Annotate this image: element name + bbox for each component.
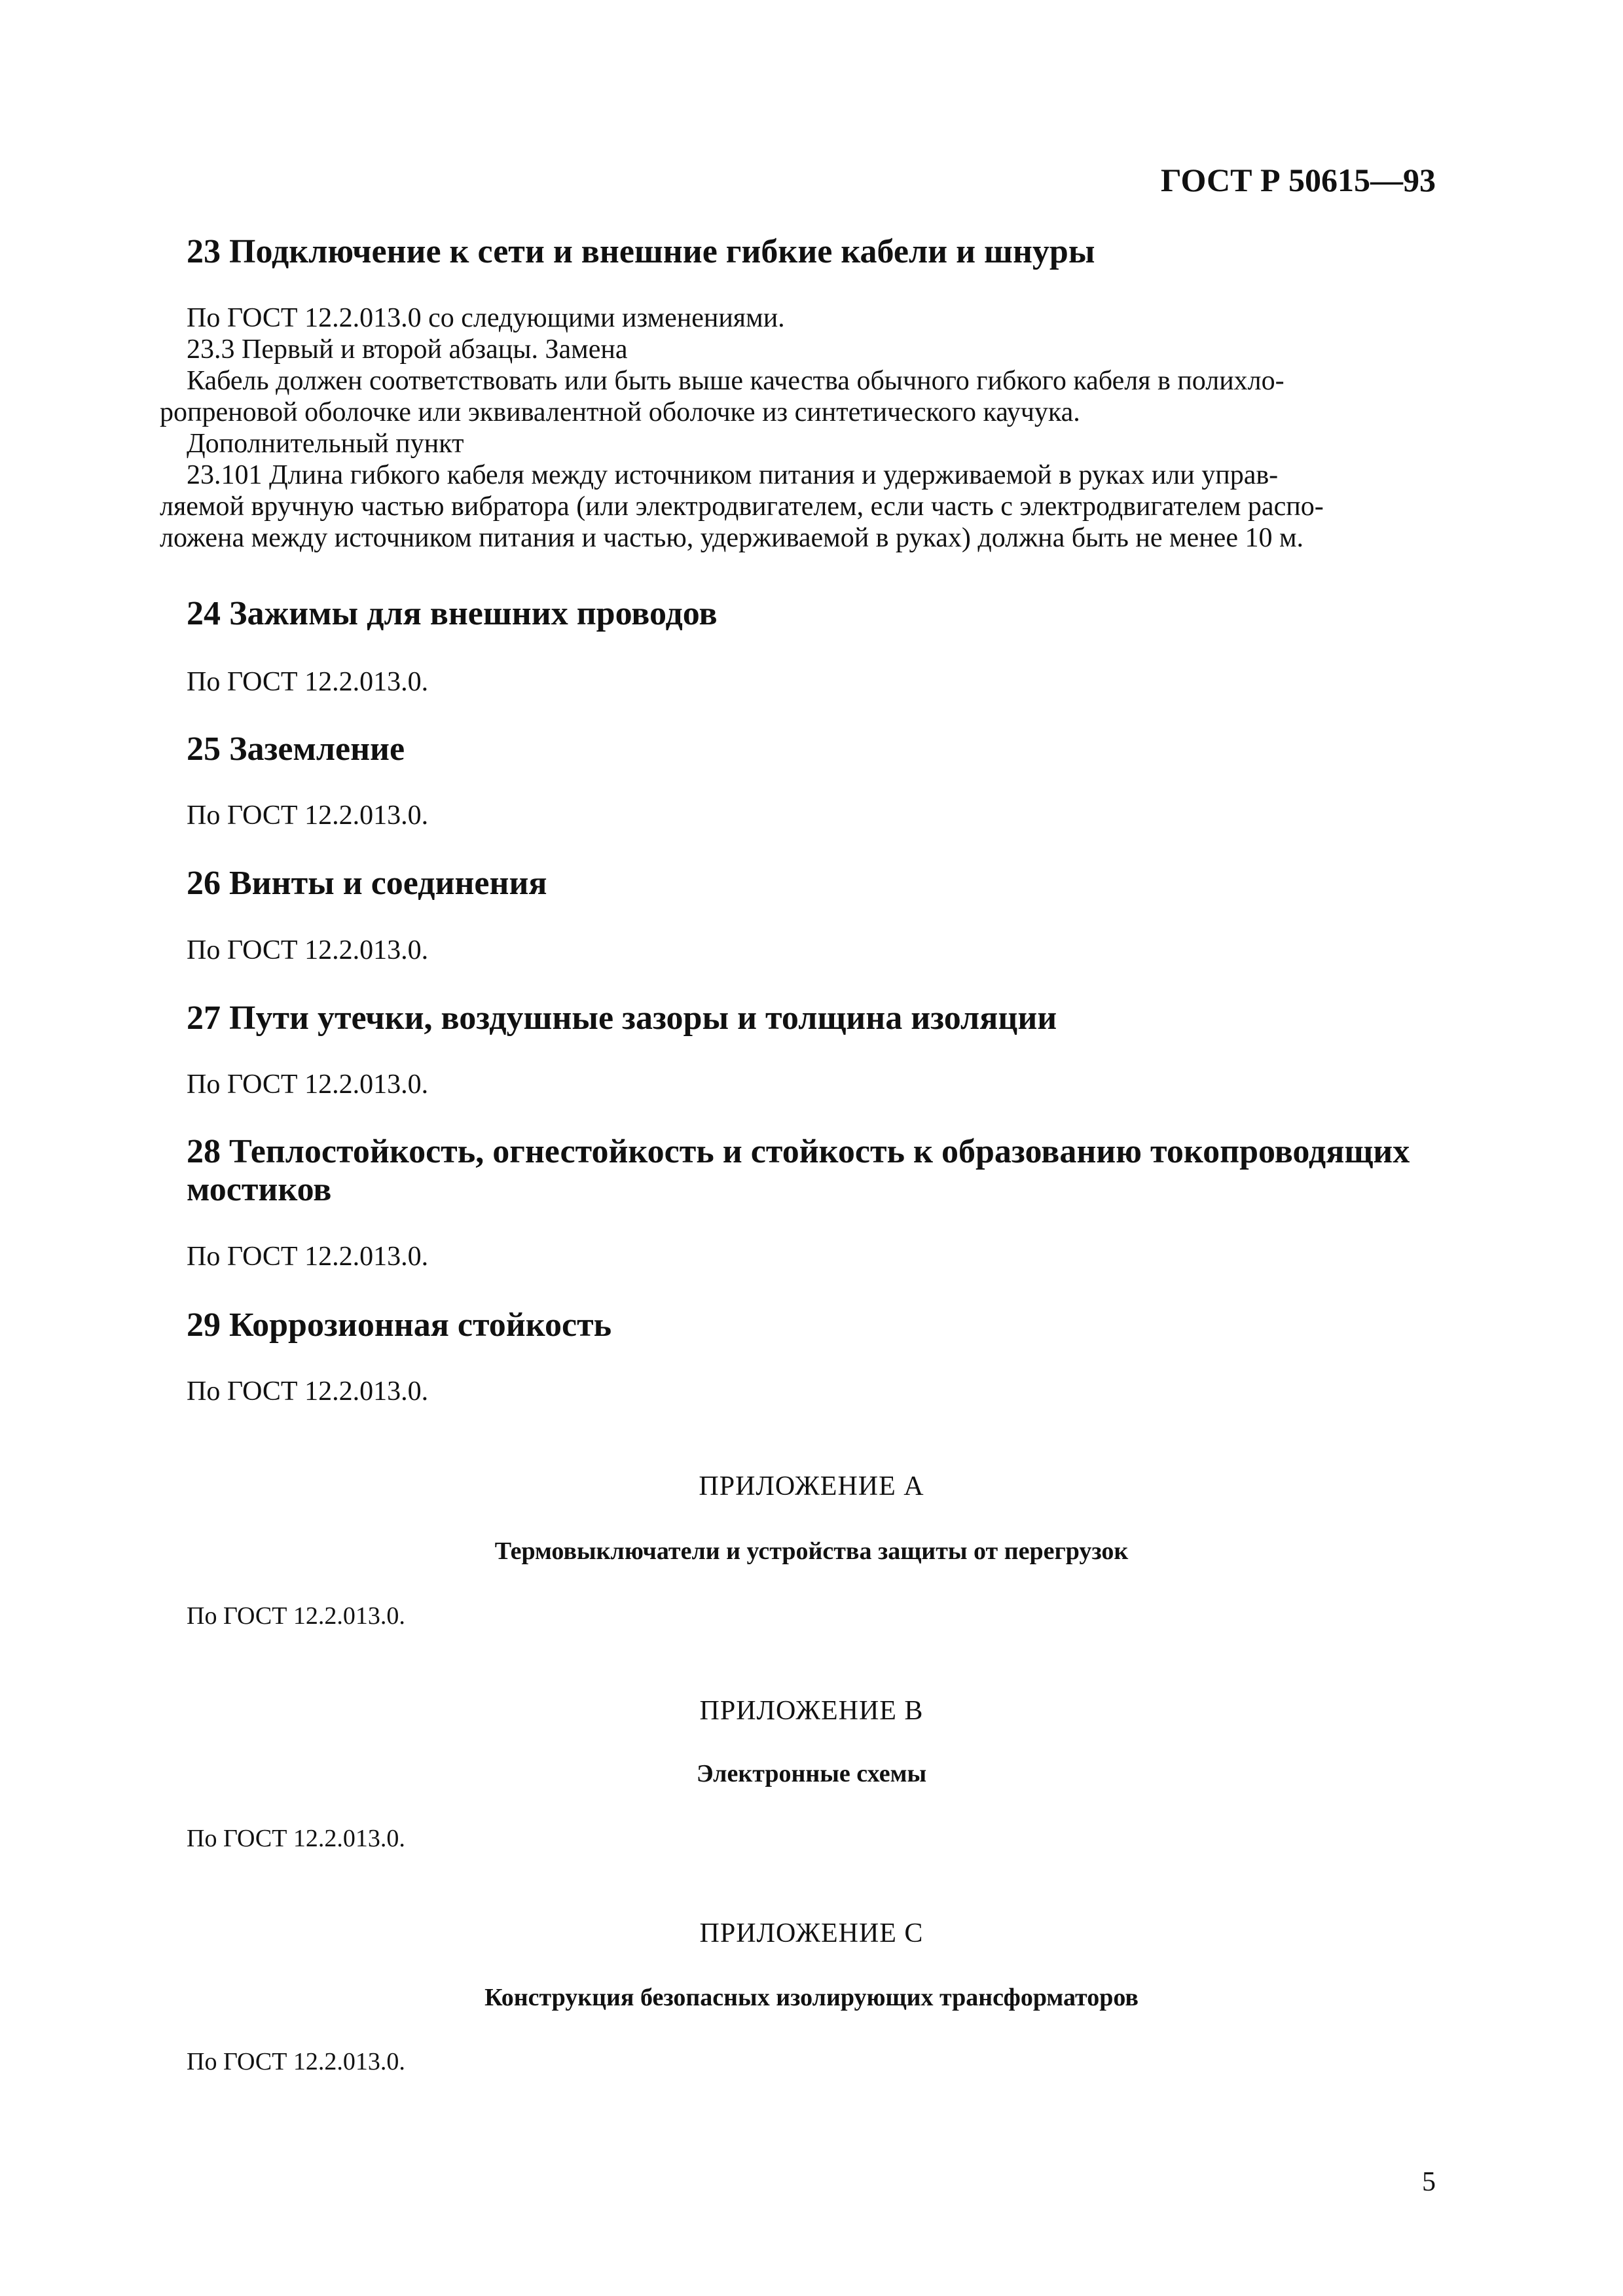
section-29-text: По ГОСТ 12.2.013.0.: [187, 1376, 429, 1407]
section-24-text: По ГОСТ 12.2.013.0.: [187, 667, 429, 697]
section-23-paragraph-5-line-1: 23.101 Длина гибкого кабеля между источником питания и удерживаемой в руках или управ-: [187, 460, 1279, 490]
section-23-paragraph-5-line-2: ляемой вручную частью вибратора (или электродвигателем, если часть с электродвигателем распо-: [160, 492, 1324, 522]
section-23-paragraph-4: Дополнительный пункт: [187, 429, 464, 459]
section-25-text: По ГОСТ 12.2.013.0.: [187, 800, 429, 831]
appendix-a-label: ПРИЛОЖЕНИЕ А: [699, 1471, 924, 1501]
appendix-c-title: Конструкция безопасных изолирующих трансформаторов: [484, 1984, 1139, 2011]
section-27-text: По ГОСТ 12.2.013.0.: [187, 1069, 429, 1100]
section-23-paragraph-3-line-2: ропреновой оболочке или эквивалентной оболочке из синтетического каучука.: [160, 397, 1080, 427]
section-26-heading: 26 Винты и соединения: [187, 865, 547, 902]
appendix-a-text: По ГОСТ 12.2.013.0.: [187, 1602, 405, 1630]
section-29-heading: 29 Коррозионная стойкость: [187, 1306, 612, 1344]
appendix-c-label: ПРИЛОЖЕНИЕ С: [699, 1918, 924, 1948]
section-25-heading: 25 Заземление: [187, 730, 405, 768]
section-23-heading: 23 Подключение к сети и внешние гибкие кабели и шнуры: [187, 233, 1095, 270]
section-24-heading: 24 Зажимы для внешних проводов: [187, 595, 718, 632]
appendix-c-text: По ГОСТ 12.2.013.0.: [187, 2048, 405, 2075]
appendix-b-text: По ГОСТ 12.2.013.0.: [187, 1825, 405, 1852]
section-27-heading: 27 Пути утечки, воздушные зазоры и толщина изоляции: [187, 999, 1057, 1037]
section-23-paragraph-1: По ГОСТ 12.2.013.0 со следующими изменениями.: [187, 303, 785, 333]
section-23-paragraph-2: 23.3 Первый и второй абзацы. Замена: [187, 334, 628, 365]
document-code: ГОСТ Р 50615—93: [1160, 162, 1436, 198]
appendix-b-label: ПРИЛОЖЕНИЕ В: [699, 1696, 924, 1726]
appendix-b-title: Электронные схемы: [696, 1760, 927, 1787]
appendix-a-title: Термовыключатели и устройства защиты от перегрузок: [494, 1537, 1129, 1565]
section-23-paragraph-5-line-3: ложена между источником питания и частью, удерживаемой в руках) должна быть не менее 10 м.: [160, 523, 1304, 553]
section-28-heading-line-2: мостиков: [187, 1171, 332, 1208]
section-23-paragraph-3-line-1: Кабель должен соответствовать или быть выше качества обычного гибкого кабеля в полихло-: [187, 366, 1285, 396]
section-28-heading-line-1: 28 Теплостойкость, огнестойкость и стойкость к образованию токопроводящих: [187, 1133, 1410, 1170]
section-26-text: По ГОСТ 12.2.013.0.: [187, 935, 429, 965]
section-28-text: По ГОСТ 12.2.013.0.: [187, 1242, 429, 1272]
page-number: 5: [1422, 2167, 1436, 2197]
